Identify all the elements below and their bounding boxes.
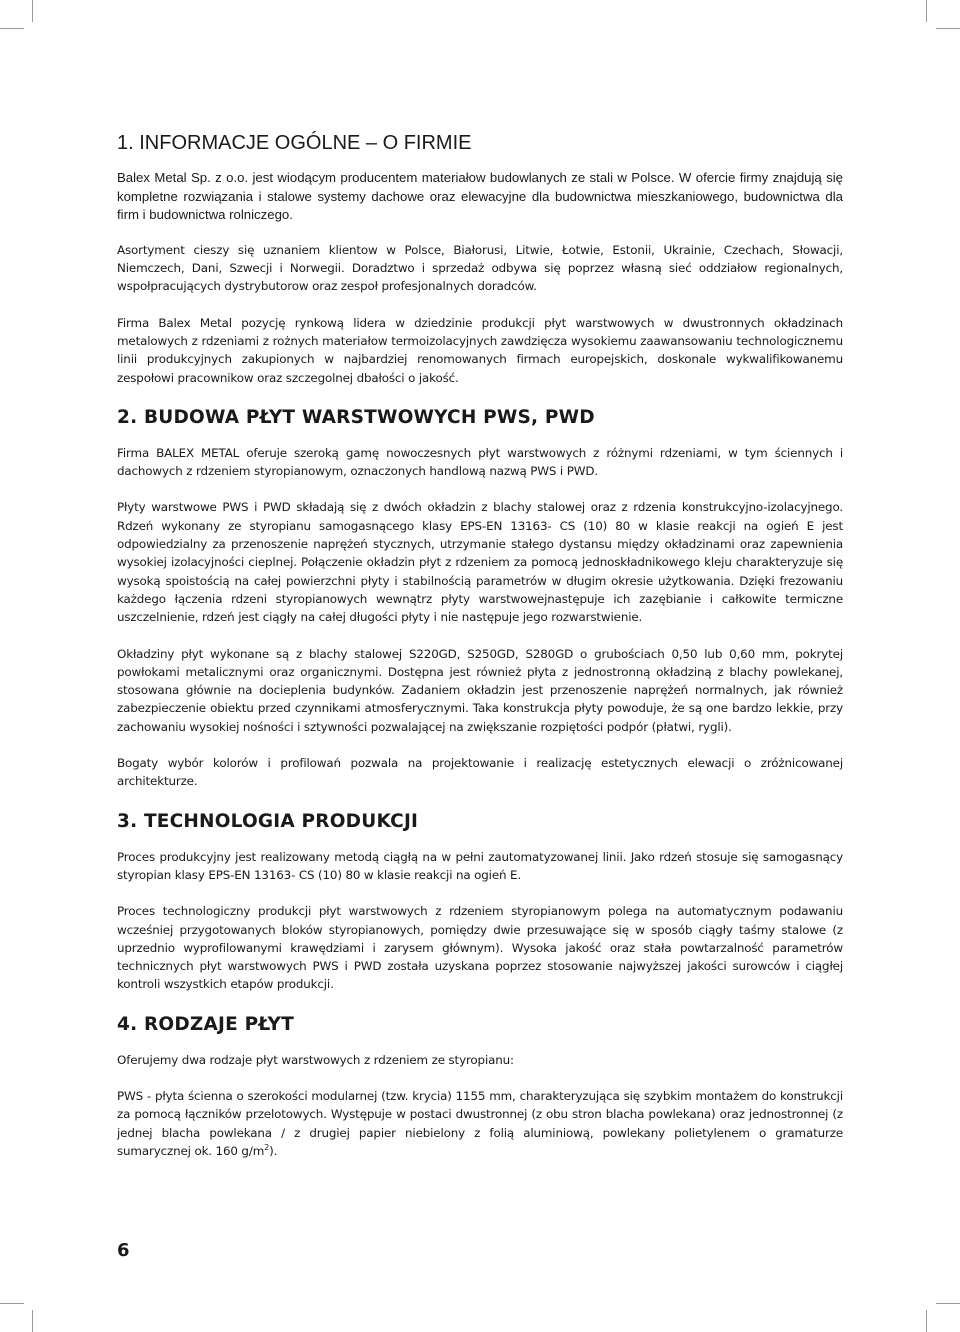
crop-mark — [32, 0, 33, 22]
section-heading-1: 1. INFORMACJE OGÓLNE – O FIRMIE — [117, 132, 472, 154]
crop-mark — [936, 1303, 960, 1304]
paragraph: Okładziny płyt wykonane są z blachy stalowej S220GD, S250GD, S280GD o grubościach 0,50 lub 0,60 mm, pokrytej powłokami metalicznymi oraz organicznymi. Dostępna jest również płyta z jednostronną okładziną z blachy powlekanej, stosowana głównie na docieplenia budynków. Zadaniem okładzin jest przenoszenie naprężeń normalnych, jak również zabezpieczenie obiektu przed czynnikami atmosferycznymi. Taka konstrukcja płyty powoduje, że są one bardzo lekkie, przy zachowaniu wysokiej nośności i sztywności pozwalającej na zwiększanie rozpiętości podpór (płatwi, rygli). — [117, 646, 843, 734]
page-content — [117, 132, 843, 1178]
paragraph: Firma Balex Metal pozycję rynkową lidera w dziedzinie produkcji płyt warstwowych w dwustronnych okładzinach metalowych z rdzeniami z rożnych materiałow termoizolacyjnych zawdzięcza wysokiemu zaawansowaniu technologicznemu linii produkcyjnych zakupionych w najbardziej renomowanych firmach europejskich, doskonale wykwalifikowanemu zespołowi pracownikow oraz szczegolnej dbałości o jakość. — [117, 315, 843, 385]
paragraph: Balex Metal Sp. z o.o. jest wiodącym producentem materiałow budowlanych ze stali w Polsce. W ofercie firmy znajdują się kompletne rozwiązania i stalowe systemy dachowe oraz elewacyjne dla budownictwa mieszkaniowego, budownictwa dla firm i budownictwa rolniczego. — [117, 170, 843, 223]
crop-mark — [926, 1310, 927, 1332]
paragraph: Płyty warstwowe PWS i PWD składają się z dwóch okładzin z blachy stalowej oraz z rdzenia konstrukcyjno-izolacyjnego. Rdzeń wykonany ze styropianu samogasnącego klasy EPS-EN 13163- CS (10) 80 w klasie reakcji na ogień E jest odpowiedzialny za przenoszenie naprężeń stycznych, utrzymanie stałego dystansu między okładzinami oraz zapewnienia wysokiej izolacyjności cieplnej. Połączenie okładzin płyt z rdzeniem za pomocą jednoskładnikowego kleju charakteryzuje się wysoką spoistością na całej powierzchni płyty i stabilnością parametrów w długim okresie użytkowania. Dzięki frezowaniu każdego łączenia rdzeni styropianowych wewnątrz płyty warstwowejnastępuje ich zazębianie i całkowite termiczne uszczelnienie, rdzeń jest ciągły na całej długości płyty i nie następuje jego rozwarstwienie. — [117, 500, 843, 625]
section-heading-2: 2. BUDOWA PŁYT WARSTWOWYCH PWS, PWD — [117, 406, 595, 428]
crop-mark — [32, 1310, 33, 1332]
section-heading-3: 3. TECHNOLOGIA PRODUKCJI — [117, 810, 419, 832]
superscript: 2 — [264, 1142, 270, 1152]
crop-mark — [0, 28, 24, 29]
section-heading-4: 4. RODZAJE PŁYT — [117, 1013, 294, 1035]
crop-mark — [926, 0, 927, 22]
paragraph: Oferujemy dwa rodzaje płyt warstwowych z rdzeniem ze styropianu: — [117, 1052, 514, 1067]
pws-text: PWS - płyta ścienna o szerokości modularnej (tzw. krycia) 1155 mm, charakteryzująca się szybkim montażem do konstrukcji za pomocą łączników przelotowych. Występuje w postaci dwustronnej (z obu stron blacha powlekana) oraz jednostronnej (z jednej blacha powlekana / z drugiej papier niebielony z folią aluminiową, powlekany polietylenem o gramaturze sumarycznej ok. 160 g/m — [117, 1088, 843, 1158]
paragraph: Proces technologiczny produkcji płyt warstwowych z rdzeniem styropianowym polega na automatycznym podawaniu wcześniej przygotowanych bloków styropianowych, pomiędzy dwie przesuwające się w sposób ciągły taśmy stalowe (z uprzednio wyprofilowanymi krawędziami i zarysem głównym). Wysoka jakość oraz stała powtarzalność parametrów technicznych płyt warstwowych PWS i PWD została uzyskana poprzez stosowanie najwyższej jakości surowców i ciągłej kontroli wszystkich etapów produkcji. — [117, 904, 843, 992]
paragraph: Bogaty wybór kolorów i profilowań pozwala na projektowanie i realizację estetycznych elewacji o zróżnicowanej architekturze. — [117, 756, 843, 789]
paragraph: Firma BALEX METAL oferuje szeroką gamę nowoczesnych płyt warstwowych z różnymi rdzeniami, w tym ściennych i dachowych z rdzeniem styropianowym, oznaczonych handlową nazwą PWS i PWD. — [117, 445, 843, 479]
pws-text-end: ). — [269, 1143, 278, 1158]
crop-mark — [936, 28, 960, 29]
paragraph: Proces produkcyjny jest realizowany metodą ciągłą na w pełni zautomatyzowanej linii. Jako rdzeń stosuje się samogasnący styropian klasy EPS-EN 13163- CS (10) 80 w klasie reakcji na ogień E. — [117, 849, 843, 882]
pws-description — [117, 1087, 843, 1160]
crop-mark — [0, 1303, 24, 1304]
page-number: 6 — [117, 1240, 130, 1261]
paragraph: Asortyment cieszy się uznaniem klientow w Polsce, Białorusi, Litwie, Łotwie, Estonii, Ukrainie, Czechach, Słowacji, Niemczech, Dani, Szwecji i Norwegii. Doradztwo i sprzedaż odbywa się poprzez własną sieć oddziałow regionalnych, wspołpracujących dystrybutorow oraz zespoł profesjonalnych doradców. — [117, 242, 843, 294]
